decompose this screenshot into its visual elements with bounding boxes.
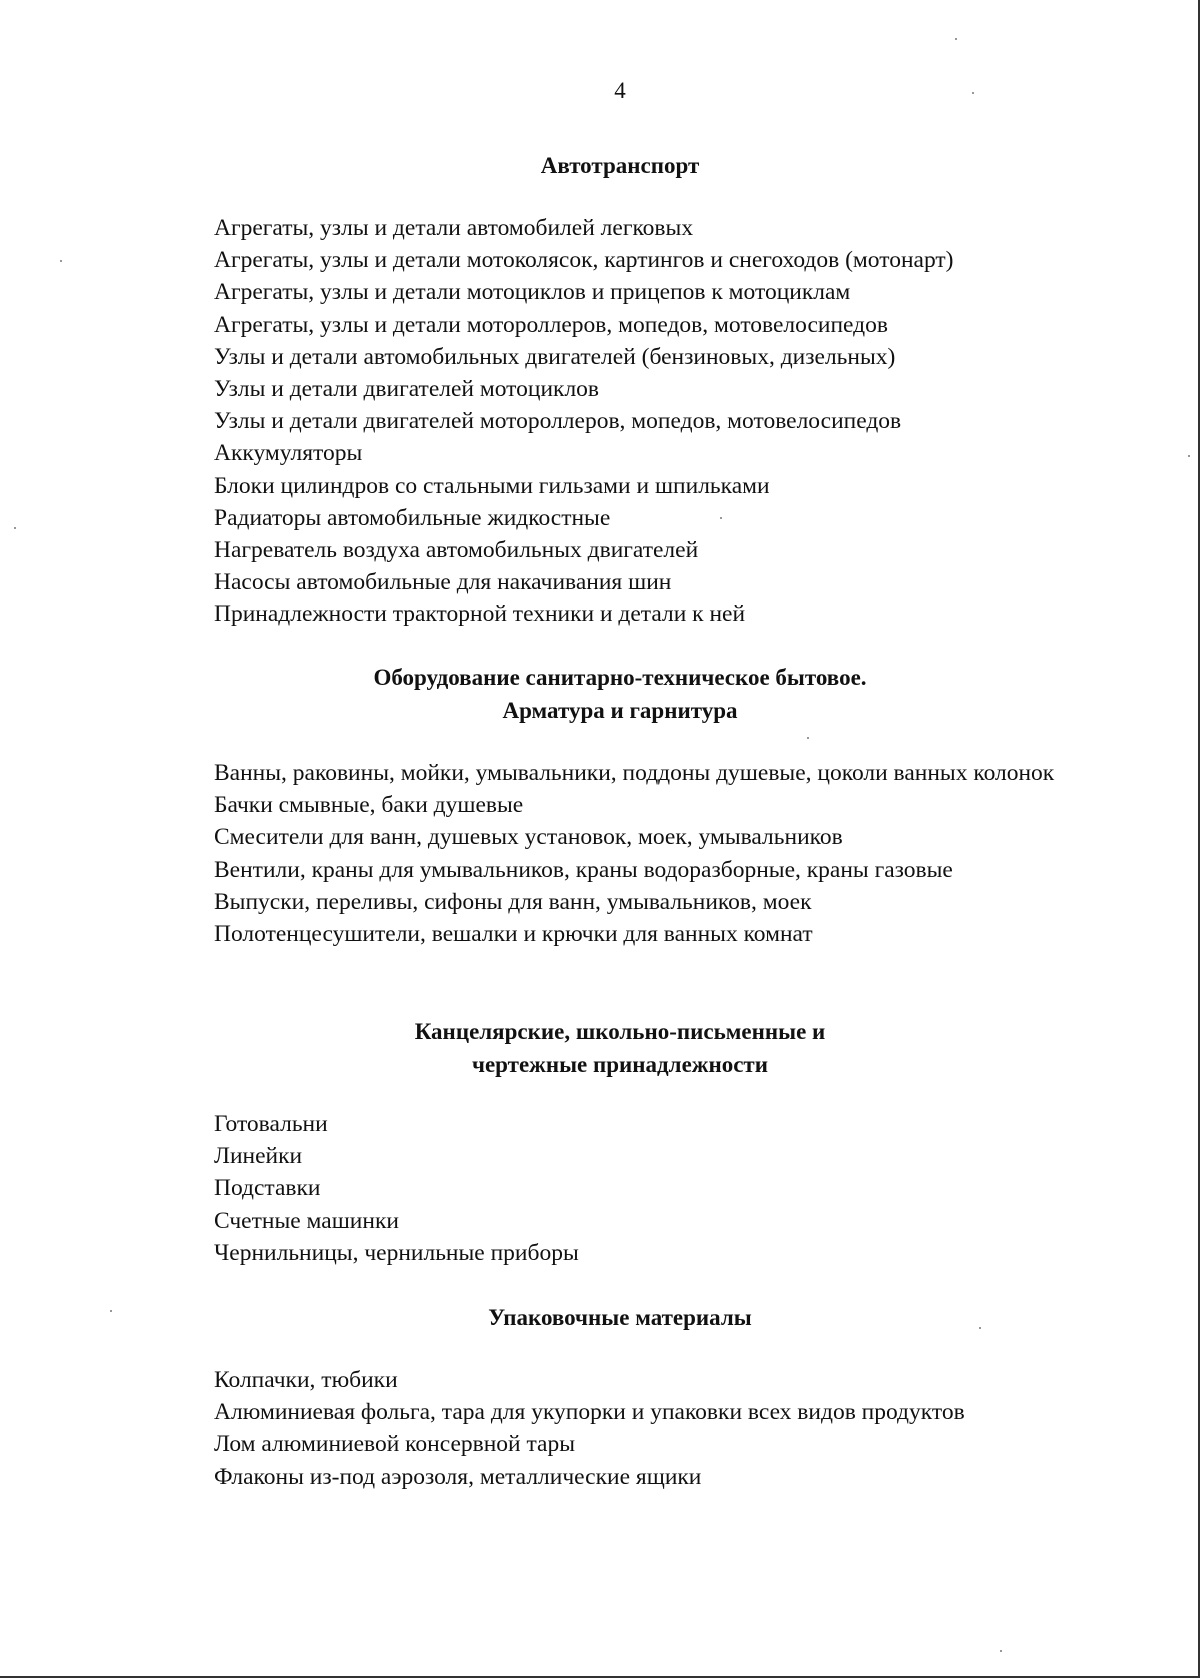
list-item: Лом алюминиевой консервной тары (214, 1431, 576, 1458)
list-item: Агрегаты, узлы и детали мотоциклов и прицепов к мотоциклам (214, 279, 851, 306)
section-heading-packaging (0, 1301, 1200, 1334)
list-item: Чернильницы, чернильные приборы (214, 1239, 579, 1266)
scan-speck (60, 260, 62, 262)
scan-speck (720, 517, 722, 519)
heading-line: Канцелярские, школьно-письменные и (414, 1019, 826, 1044)
list-item: Подставки (214, 1175, 321, 1202)
list-item: Радиаторы автомобильные жидкостные (214, 504, 611, 531)
list-item: Смесители для ванн, душевых установок, моек, умывальников (214, 824, 843, 851)
scan-speck (972, 92, 974, 94)
scan-speck (1000, 1650, 1002, 1652)
page-number: 4 (614, 78, 626, 103)
list-item: Аккумуляторы (214, 440, 363, 467)
list-item: Счетные машинки (214, 1207, 399, 1234)
scan-speck (955, 38, 957, 40)
scan-speck (979, 1327, 981, 1329)
list-item: Бачки смывные, баки душевые (214, 792, 524, 819)
list-item: Выпуски, переливы, сифоны для ванн, умывальников, моек (214, 888, 812, 915)
scan-speck (14, 527, 16, 529)
list-item: Готовальни (214, 1111, 328, 1137)
heading-line: чертежные принадлежности (471, 1052, 768, 1077)
list-item: Агрегаты, узлы и детали автомобилей легковых (214, 215, 694, 241)
list-item: Узлы и детали двигателей мотоциклов (214, 376, 600, 403)
heading-line: Автотранспорт (540, 153, 700, 178)
heading-line: Оборудование санитарно-техническое бытовое. (373, 665, 867, 690)
list-item: Колпачки, тюбики (214, 1367, 398, 1393)
list-item: Узлы и детали двигателей мотороллеров, мопедов, мотовелосипедов (214, 408, 902, 435)
list-item: Принадлежности тракторной техники и детали к ней (214, 601, 746, 628)
scan-speck (1188, 455, 1190, 457)
list-item: Вентили, краны для умывальников, краны водоразборные, краны газовые (214, 856, 953, 883)
section-heading-autotransport (0, 149, 1200, 182)
section-list-stationery (214, 1108, 1134, 1269)
list-item: Насосы автомобильные для накачивания шин (214, 569, 672, 596)
section-list-autotransport (214, 212, 1134, 631)
list-item: Линейки (214, 1143, 303, 1170)
list-item: Блоки цилиндров со стальными гильзами и шпильками (214, 472, 770, 499)
list-item: Флаконы из-под аэрозоля, металлические ящики (214, 1463, 702, 1490)
list-item: Алюминиевая фольга, тара для укупорки и упаковки всех видов продуктов (214, 1399, 965, 1426)
list-item: Нагреватель воздуха автомобильных двигателей (214, 537, 699, 564)
list-item: Агрегаты, узлы и детали мотороллеров, мопедов, мотовелосипедов (214, 311, 888, 338)
heading-line: Арматура и гарнитура (502, 698, 738, 723)
section-heading-sanitary (0, 661, 1200, 727)
list-item: Полотенцесушители, вешалки и крючки для ванных комнат (214, 921, 813, 948)
section-list-sanitary (214, 757, 1134, 950)
section-heading-stationery (0, 1015, 1200, 1081)
list-item: Узлы и детали автомобильных двигателей (бензиновых, дизельных) (214, 343, 896, 370)
section-list-packaging (214, 1364, 1134, 1493)
scan-speck (110, 1310, 112, 1312)
scan-speck (807, 737, 809, 739)
list-item: Агрегаты, узлы и детали мотоколясок, картингов и снегоходов (мотонарт) (214, 247, 954, 274)
heading-line: Упаковочные материалы (488, 1305, 752, 1330)
list-item: Ванны, раковины, мойки, умывальники, поддоны душевые, цоколи ванных колонок (214, 760, 1055, 786)
